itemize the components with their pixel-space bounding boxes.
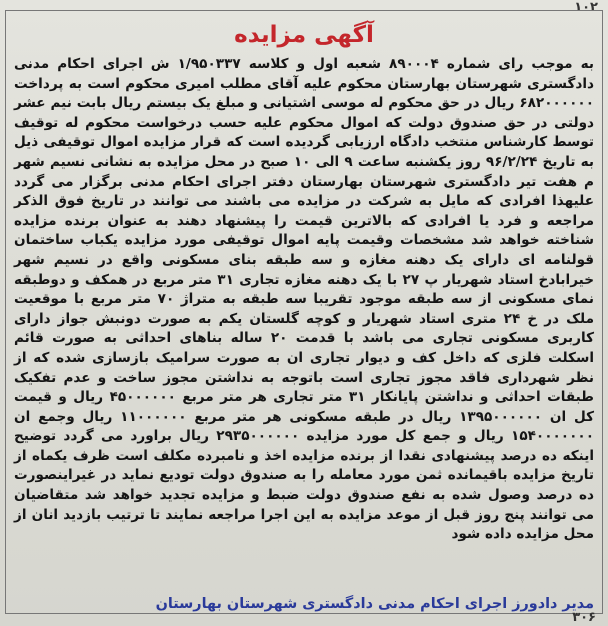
ad-body-text: به موجب رای شماره ۸۹۰۰۰۴ شعبه اول و کلاسه ۱/۹۵۰۳۳۷ ش اجرای احکام مدنی دادگستری شهرستان بهارستان محکوم علیه آقای مطلب امیری محکوم است به پرداخت ۶۸۲۰۰۰۰۰۰ ریال در حق محکوم له موسی اشتیانی و مبلغ یک بیستم ریال بابت نیم عشر دولتی در حق صندوق دولت که اموال محکوم علیه حسب درخواست محکوم له توقیف توسط کارشناس منتخب دادگاه ارزیابی گردیده است که قرار مزایده اموال توقیفی ذیل به تاریخ ۹۶/۲/۲۴ روز یکشنبه ساعت ۹ الی ۱۰ صبح در محل مزایده به نشانی نسیم شهر م هفت تیر دادگستری شهرستان بهارستان دفتر اجرای احکام مدنی برگزار می گردد علیهذا افرادی که مایل به شرکت در مزایده می باشند می توانند در تاریخ فوق الذکر مراجعه و فرد یا افرادی که بالاترین قیمت را پیشنهاد دهند به عنوان برنده مزایده شناخته خواهد شد مشخصات وقیمت پایه اموال توقیفی مورد مزایده یکباب ساختمان قولنامه ای دارای یک دهنه مغازه و سه طبقه بنای مسکونی واقع در نسیم شهر خیرابادخ استاد شهریار پ ۲۷ با یک دهنه مغازه تجاری ۳۱ متر مربع در همکف و دوطبقه نمای مسکونی از سه طبقه موجود تقریبا سه طبقه به متراژ ۷۰ متر مربع با موقعیت ملک در خ ۲۴ متری استاد شهریار و کوچه گلستان یکم به صورت دونبش جواز دارای کاربری مسکونی تجاری می باشد با قدمت ۲۰ ساله بناهای احداثی به صورت قائم اسکلت فلزی که داخل کف و دیوار تجاری ان به صورت سرامیک بازسازی شده که از نظر شهرداری فاقد مجوز تجاری است باتوجه به نداشتن مجوز ساخت و عدم تفکیک طبقات احداثی و نداشتن پایانکار ۳۱ متر تجاری هر متر مربع ۴۵۰۰۰۰۰۰ ریال و قیمت کل ان ۱۳۹۵۰۰۰۰۰۰ ریال در طبقه مسکونی هر متر مربع ۱۱۰۰۰۰۰۰ ریال وجمع ان ۱۵۴۰۰۰۰۰۰۰ ریال و جمع کل مورد مزایده ۲۹۳۵۰۰۰۰۰۰ ریال براورد می گردد توضیح اینکه ده درصد پیشنهادی نقدا از برنده مزایده اخذ و نامبرده مکلف است ظرف یکماه از تاریخ مزایده باقیمانده ثمن مورد معامله را به صندوق دولت تودیع نماید در غیراینصورت ده درصد وصول شده به نفع صندوق دولت ضبط و مزایده تجدید خواهد شد متقاضیان می توانند پنج روز قبل از موعد مزایده به این اجرا مراجعه نمایند تا ترتیب بازدید انان از محل مزایده داده شود [14,56,594,543]
ad-signature: مدیر دادورز اجرای احکام مدنی دادگستری شهرستان بهارستان [155,596,594,612]
page-number-bottom: ۳۰۶ [572,610,596,625]
page-number-top: ۱۰۲ [574,0,598,15]
ad-title: آگهی مزایده [234,22,374,48]
